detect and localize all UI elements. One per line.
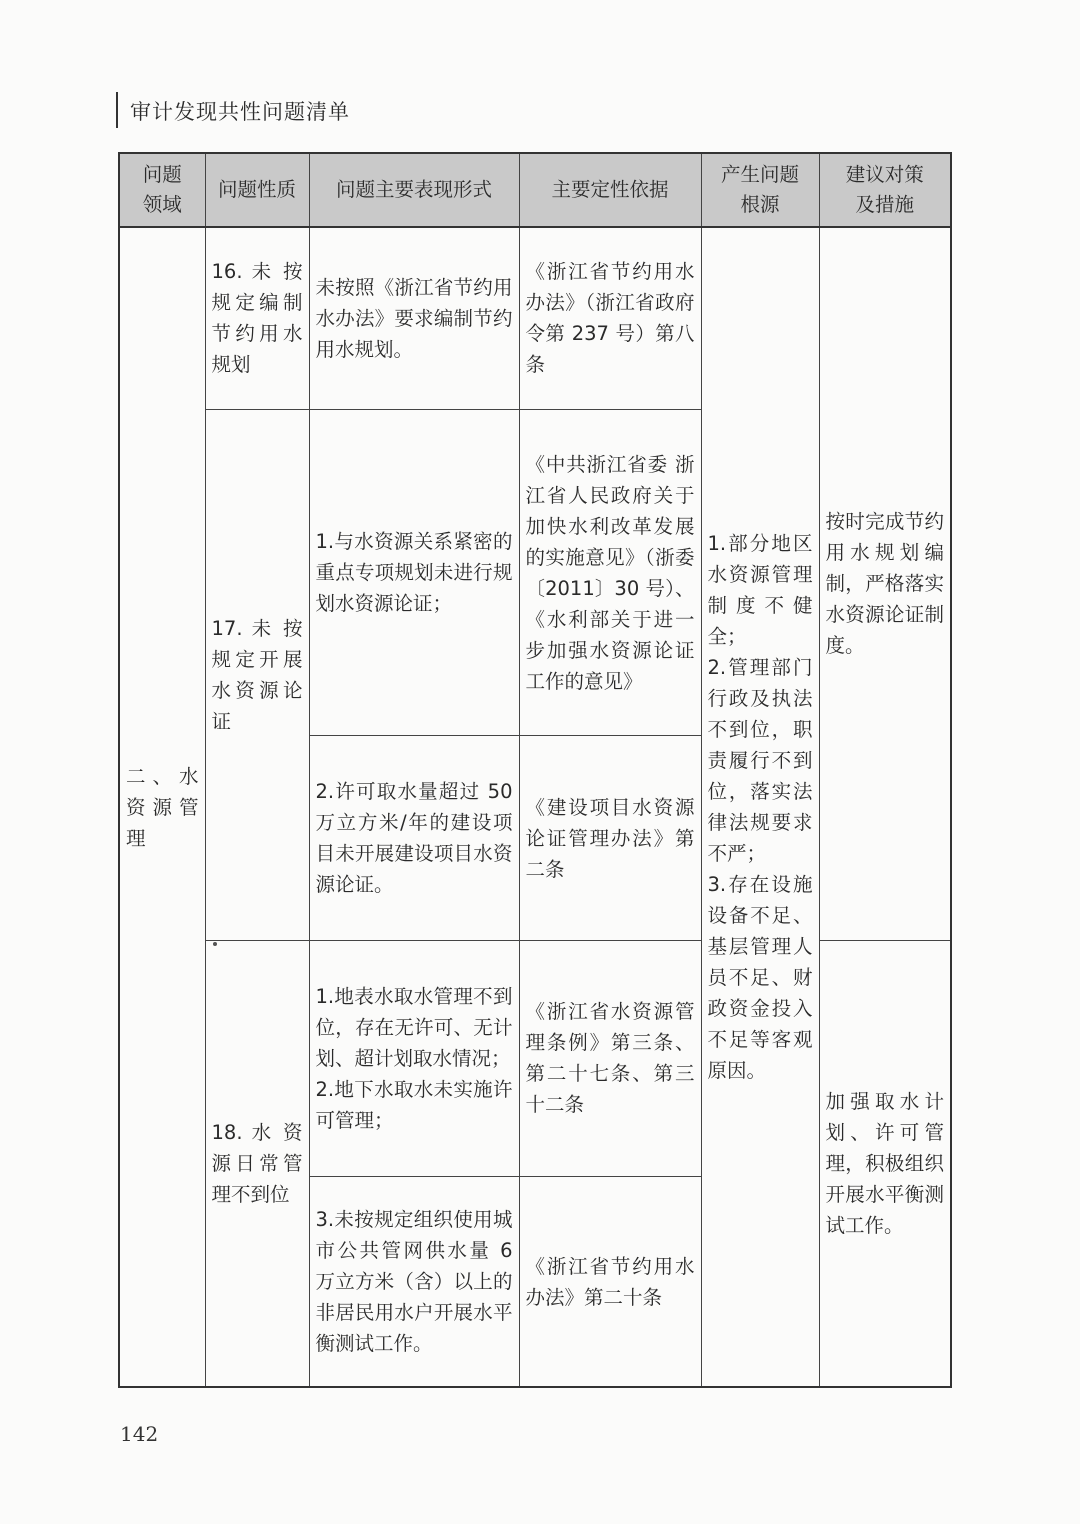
root-cause: 1.部分地区水资源管理制度不健全； 2.管理部门行政及执法不到位，职责履行不到位，落实法律法规要求不严； 3.存在设施设备不足、基层管理人员不足、财政资金投入不足等客观原因。 (701, 227, 819, 1387)
col-header-suggestion: 建议对策 及措施 (819, 153, 951, 227)
issue-form: 1.与水资源关系紧密的重点专项规划未进行规划水资源论证； (309, 409, 519, 736)
col-header-nature: 问题性质 (205, 153, 309, 227)
col-header-area: 问题 领域 (119, 153, 205, 227)
table-row (119, 227, 951, 409)
table-header-row (119, 153, 951, 227)
col-header-forms: 问题主要表现形式 (309, 153, 519, 227)
legal-basis: 《浙江省节约用水办法》第二十条 (519, 1177, 701, 1387)
issue-nature: 16. 未 按规定编制节约用水规划 (205, 227, 309, 409)
suggestion: 按时完成节约用水规划编制，严格落实水资源论证制度。 (819, 227, 951, 940)
issue-form: 2.许可取水量超过 50 万立方米/年的建设项目未开展建设项目水资源论证。 (309, 736, 519, 940)
legal-basis: 《浙江省水资源管理条例》第三条、第二十七条、第三十二条 (519, 940, 701, 1176)
page-number: 142 (120, 1422, 159, 1446)
issue-nature: 17. 未 按规定开展水资源论证 (205, 409, 309, 940)
issue-area: 二、水资源管理 (119, 227, 205, 1387)
issues-table (118, 152, 952, 1388)
issue-nature: 18. 水 资源日常管理不到位 (205, 940, 309, 1387)
suggestion: 加强取水计划、许可管理，积极组织开展水平衡测试工作。 (819, 940, 951, 1387)
issue-form: 3.未按规定组织使用城市公共管网供水量 6 万立方米（含）以上的非居民用水户开展水平衡测试工作。 (309, 1177, 519, 1387)
issue-form: 1.地表水取水管理不到位，存在无许可、无计划、超计划取水情况； 2.地下水取水未实施许可管理； (309, 940, 519, 1176)
header-rule (116, 92, 118, 128)
table-row (119, 940, 951, 1176)
col-header-basis: 主要定性依据 (519, 153, 701, 227)
col-header-root-cause: 产生问题 根源 (701, 153, 819, 227)
legal-basis: 《中共浙江省委 浙江省人民政府关于加快水利改革发展的实施意见》（浙委〔2011〕30 号）、《水利部关于进一步加强水资源论证工作的意见》 (519, 409, 701, 736)
issue-form: 未按照《浙江省节约用水办法》要求编制节约用水规划。 (309, 227, 519, 409)
running-header: 审计发现共性问题清单 (130, 100, 350, 124)
legal-basis: 《建设项目水资源论证管理办法》第二条 (519, 736, 701, 940)
stray-mark (213, 942, 217, 946)
legal-basis: 《浙江省节约用水办法》（浙江省政府令第 237 号）第八条 (519, 227, 701, 409)
